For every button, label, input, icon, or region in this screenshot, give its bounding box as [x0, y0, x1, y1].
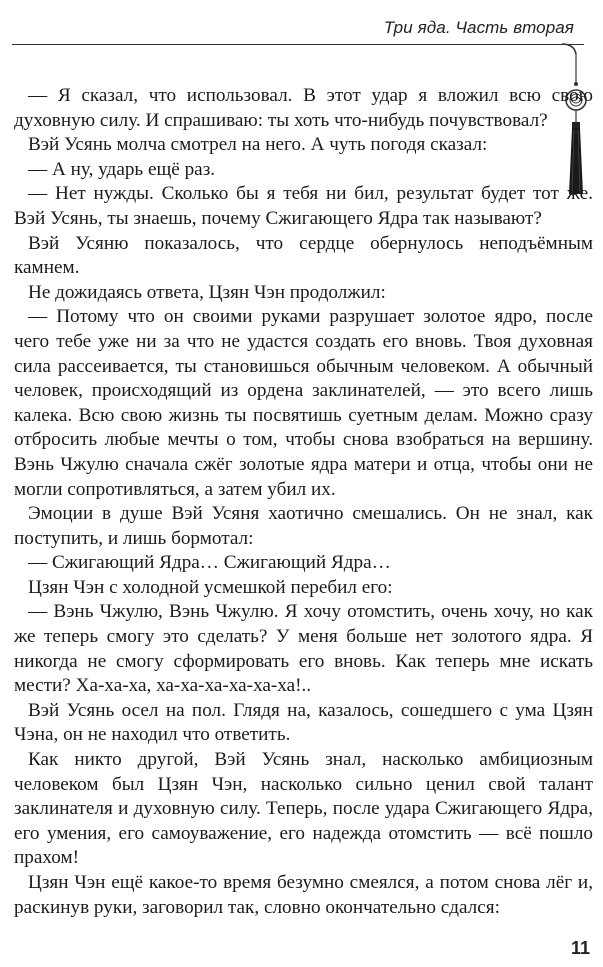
running-title: Три яда. Часть вторая: [383, 18, 574, 37]
paragraph: — Я сказал, что использовал. В этот удар я вложил всю свою духовную силу. И спрашиваю: ты хоть что-нибудь почувствовал?: [14, 85, 593, 131]
paragraph: Вэй Усянь осел на пол. Глядя на, казалось, сошедшего с ума Цзян Чэна, он не находил что ответить.: [14, 699, 593, 746]
running-header: [12, 12, 596, 56]
paragraph: — Нет нужды. Сколько бы я тебя ни бил, результат будет тот же. Вэй Усянь, ты знаешь, почему Сжигающего Ядра так называют?: [14, 183, 593, 229]
paragraph: Вэй Усянь молча смотрел на него. А чуть погодя сказал:: [28, 134, 488, 156]
paragraph: Не дожидаясь ответа, Цзян Чэн продолжил:: [28, 281, 386, 303]
paragraph: — А ну, ударь ещё раз.: [28, 158, 216, 180]
paragraph: Цзян Чэн с холодной усмешкой перебил его:: [28, 576, 393, 598]
paragraph: — Сжигающий Ядра… Сжигающий Ядра…: [28, 552, 391, 574]
paragraph: Эмоции в душе Вэй Усяня хаотично смешались. Он не знал, как поступить, и лишь бормотал:: [14, 503, 593, 549]
paragraph: — Вэнь Чжулю, Вэнь Чжулю. Я хочу отомстить, очень хочу, но как же теперь смогу это сделать? У меня больше нет золотого ядра. Я никогда не смогу сформировать его вновь. Как теперь мне искать мести? Ха-ха-ха, ха-ха-ха-ха-ха-ха!..: [14, 601, 593, 697]
paragraph: Как никто другой, Вэй Усянь знал, насколько амбициозным человеком был Цзян Чэн, насколько сильно ценил свой талант заклинателя и духовную силу. Теперь, после удара Сжигающего Ядра, его умения, его самоуважение, его надежда отомстить — всё пошло прахом!: [14, 749, 593, 869]
paragraph: — Потому что он своими руками разрушает золотое ядро, после чего тебе уже ни за что не удастся создать его вновь. Твоя духовная сила рассеивается, ты становишься обычным человеком. А обычный человек, происходящий из ордена заклинателей, — это всего лишь калека. Всю свою жизнь ты посвятишь суетным делам. Можно сразу отбросить любые мечты о том, чтобы снова взобраться на вершину. Вэнь Чжулю сначала сжёг золотые ядра матери и отца, чтобы они не могли сопротивляться, а затем убил их.: [14, 306, 593, 500]
paragraph: Вэй Усяню показалось, что сердце обернулось неподъёмным камнем.: [14, 232, 593, 279]
page-text: [14, 84, 593, 920]
header-rule: [12, 44, 584, 45]
page-number: 11: [570, 938, 590, 958]
paragraph: Цзян Чэн ещё какое-то время безумно смеялся, а потом снова лёг и, раскинув руки, заговорил так, словно окончательно сдался:: [14, 872, 593, 918]
